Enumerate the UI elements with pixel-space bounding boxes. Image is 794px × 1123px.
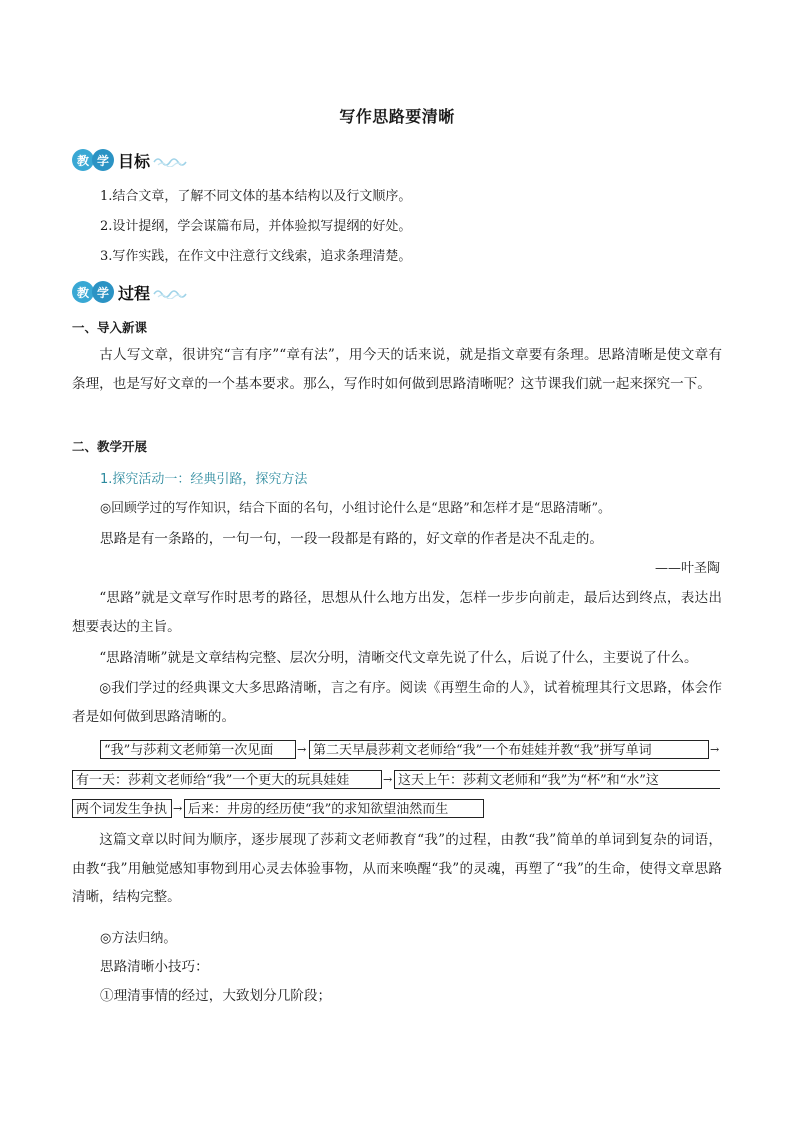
quote-text: 思路是有一条路的，一句一句，一段一段都是有路的，好文章的作者是决不乱走的。 bbox=[100, 531, 603, 547]
flow-arrow-icon: → bbox=[173, 802, 183, 815]
flow-box-1: “我”与莎莉文老师第一次见面 bbox=[100, 740, 296, 759]
goals-heading-label: 目标 bbox=[118, 151, 151, 171]
definition-2: “思路清晰”就是文章结构完整、层次分明，清晰交代文章先说了什么，后说了什么，主要说了什么。 bbox=[99, 650, 698, 666]
tips-title: 思路清晰小技巧： bbox=[100, 959, 209, 975]
teach-badge bbox=[72, 281, 112, 303]
flow-arrow-icon: → bbox=[383, 773, 393, 786]
tip-item-1: ①理清事情的经过，大致划分几阶段； bbox=[100, 988, 332, 1004]
flow-box-4a: 这天上午：莎莉文老师和“我”为“杯”和“水”这 bbox=[394, 770, 720, 789]
flow-arrow-icon: → bbox=[297, 743, 307, 756]
flow-box-4b: 两个词发生争执 bbox=[72, 799, 172, 818]
process-heading bbox=[72, 280, 188, 304]
definition-1: “思路”就是文章写作时思考的路径，思想从什么地方出发，怎样一步步向前走，最后达到终点，表达出想要表达的主旨。 bbox=[72, 590, 722, 635]
activity-1-heading: 1.探究活动一：经典引路，探究方法 bbox=[100, 472, 308, 487]
review-prompt: ◎回顾学过的写作知识，结合下面的名句，小组讨论什么是“思路”和怎样才是“思路清晰”。 bbox=[100, 501, 611, 516]
badge-char-1: 教 bbox=[72, 149, 94, 171]
goal-item-2: 2.设计提纲，学会谋篇布局，并体验拟写提纲的好处。 bbox=[100, 219, 412, 234]
badge-char-2: 学 bbox=[92, 281, 114, 303]
analysis-paragraph: 这篇文章以时间为顺序，逐步展现了莎莉文老师教育“我”的过程，由教“我”简单的单词到复杂的词语，由教“我”用触觉感知事物到用心灵去体验事物，从而来唤醒“我”的灵魂，再塑了“我”的生命，使得文章思路清晰，结构完整。 bbox=[72, 832, 722, 905]
flow-box-3: 有一天：莎莉文老师给“我”一个更大的玩具娃娃 bbox=[72, 770, 382, 789]
intro-paragraph: 古人写文章，很讲究“言有序”“章有法”，用今天的话来说，就是指文章要有条理。思路清晰是使文章有条理，也是写好文章的一个基本要求。那么，写作时如何做到思路清晰呢？这节课我们就一起来探究一下。 bbox=[72, 347, 722, 392]
flow-box-2: 第二天早晨莎莉文老师给“我”一个布娃娃并教“我”拼写单词 bbox=[309, 740, 709, 759]
page-title: 写作思路要清晰 bbox=[339, 107, 455, 126]
teach-badge bbox=[72, 149, 112, 171]
wave-decoration-icon bbox=[152, 153, 188, 167]
part2-heading: 二、教学开展 bbox=[72, 439, 148, 454]
goals-heading bbox=[72, 148, 188, 172]
wave-decoration-icon bbox=[152, 285, 188, 299]
badge-char-2: 学 bbox=[92, 149, 114, 171]
quote-author: ——叶圣陶 bbox=[654, 561, 720, 576]
classic-reading-prompt: ◎我们学过的经典课文大多思路清晰，言之有序。阅读《再塑生命的人》，试着梳理其行文思路，体会作者是如何做到思路清晰的。 bbox=[72, 680, 722, 725]
process-heading-label: 过程 bbox=[118, 283, 151, 303]
goal-item-3: 3.写作实践，在作文中注意行文线索，追求条理清楚。 bbox=[100, 249, 412, 264]
part1-heading: 一、导入新课 bbox=[72, 320, 148, 335]
badge-char-1: 教 bbox=[72, 281, 94, 303]
flow-box-5: 后来：井房的经历使“我”的求知欲望油然而生 bbox=[184, 799, 484, 818]
flow-arrow-icon: → bbox=[710, 743, 720, 756]
goal-item-1: 1.结合文章，了解不同文体的基本结构以及行文顺序。 bbox=[100, 189, 412, 204]
method-heading: ◎方法归纳。 bbox=[100, 931, 177, 946]
